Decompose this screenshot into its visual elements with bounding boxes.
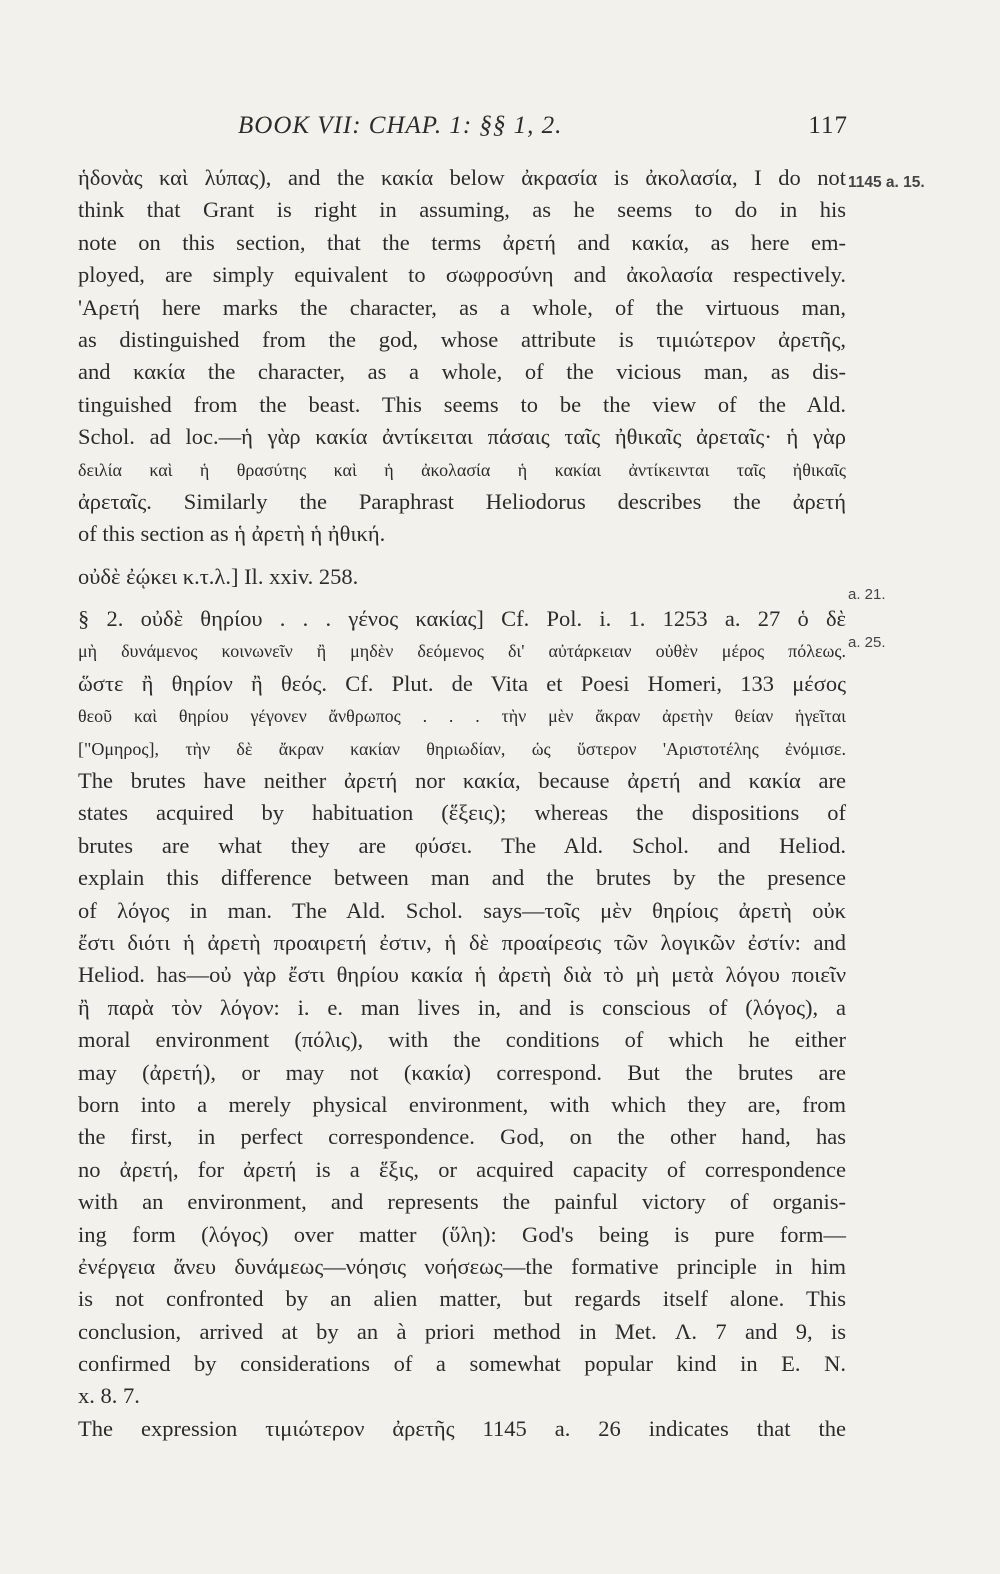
page-number: 117 — [808, 112, 848, 139]
text-line: The expression τιμιώτερον ἀρετῆς 1145 a. 26 indicates that the — [78, 1415, 846, 1441]
section-heading-line: § 2. οὐδὲ θηρίου . . . γένος κακίας] Cf. Pol. i. 1. 1253 a. 27 ὁ δὲ — [78, 606, 846, 632]
text-line: ployed, are simply equivalent to σωφροσύνη and ἀκολασία respectively. — [78, 262, 846, 288]
text-line: note on this section, that the terms ἀρετή and κακία, as here em- — [78, 229, 846, 255]
text-line: ἀρεταῖς. Similarly the Paraphrast Heliodorus describes the ἀρετή — [78, 488, 846, 514]
text-line: tinguished from the beast. This seems to be the view of the Ald. — [78, 391, 846, 417]
text-line: The brutes have neither ἀρετή nor κακία, because ἀρετή and κακία are — [78, 768, 846, 794]
margin-note: a. 25. — [848, 634, 886, 651]
margin-note: a. 21. — [848, 586, 886, 603]
running-head-title: BOOK VII: CHAP. 1: §§ 1, 2. — [238, 112, 563, 139]
text-line: the first, in perfect correspondence. God, on the other hand, has — [78, 1124, 846, 1150]
text-line: states acquired by habituation (ἕξεις); whereas the dispositions of — [78, 800, 846, 826]
running-head — [238, 112, 848, 140]
text-line: brutes are what they are φύσει. The Ald. Schol. and Heliod. — [78, 832, 846, 858]
text-line: is not confronted by an alien matter, but regards itself alone. This — [78, 1286, 846, 1312]
text-line: and κακία the character, as a whole, of the vicious man, as dis- — [78, 359, 846, 385]
text-line: conclusion, arrived at by an à priori method in Met. Λ. 7 and 9, is — [78, 1318, 846, 1344]
text-line: as distinguished from the god, whose attribute is τιμιώτερον ἀρετῆς, — [78, 326, 846, 352]
body-text — [78, 162, 846, 1445]
greek-quote-line: ["Ομηρος], τὴν δὲ ἄκραν κακίαν θηριωδίαν, ὡς ὕστερον 'Αριστοτέλης ἐνόμισε. — [78, 738, 846, 759]
greek-quote-line: θεοῦ καὶ θηρίου γέγονεν ἄνθρωπος . . . τὴν μὲν ἄκραν ἀρετὴν θείαν ἡγεῖται — [78, 706, 846, 727]
text-line: no ἀρετή, for ἀρετή is a ἕξις, or acquired capacity of correspondence — [78, 1156, 846, 1182]
lemma-line: οὐδὲ ἐῴκει κ.τ.λ.] Il. xxiv. 258. — [78, 563, 359, 589]
text-line: 'Αρετή here marks the character, as a whole, of the virtuous man, — [78, 294, 846, 320]
text-line: ἐνέργεια ἄνευ δυνάμεως—νόησις νοήσεως—the formative principle in him — [78, 1253, 846, 1279]
text-line: may (ἀρετή), or may not (κακία) correspond. But the brutes are — [78, 1059, 846, 1085]
text-line: ὥστε ἢ θηρίον ἢ θεός. Cf. Plut. de Vita et Poesi Homeri, 133 μέσος — [78, 670, 846, 696]
text-line: ἡδονὰς καὶ λύπας), and the κακία below ἀκρασία is ἀκολασία, I do not — [78, 165, 846, 190]
text-line: Schol. ad loc.—ἡ γὰρ κακία ἀντίκειται πάσαις ταῖς ἠθικαῖς ἀρεταῖς· ἡ γὰρ — [78, 424, 846, 450]
text-line: ing form (λόγος) over matter (ὕλη): God's being is pure form— — [78, 1221, 846, 1247]
text-line: δειλία καὶ ἡ θρασύτης καὶ ἡ ἀκολασία ἡ κακίαι ἀντίκεινται ταῖς ἠθικαῖς — [78, 459, 846, 480]
greek-quote-line: μὴ δυνάμενος κοινωνεῖν ἢ μηδὲν δεόμενος δι' αὐτάρκειαν οὐθὲν μέρος πόλεως. — [78, 641, 846, 662]
text-line: of this section as ἡ ἀρετὴ ἡ ἠθική. — [78, 521, 386, 547]
text-line: think that Grant is right in assuming, as he seems to do in his — [78, 197, 846, 223]
text-line: born into a merely physical environment, with which they are, from — [78, 1091, 846, 1117]
text-line: Heliod. has—οὐ γὰρ ἔστι θηρίου κακία ἡ ἀρετὴ διὰ τὸ μὴ μετὰ λόγου ποιεῖν — [78, 962, 846, 988]
margin-note: 1145 a. 15. — [848, 174, 925, 191]
text-line: confirmed by considerations of a somewhat popular kind in E. N. — [78, 1351, 846, 1377]
text-line: ἔστι διότι ἡ ἀρετὴ προαιρετή ἐστιν, ἡ δὲ προαίρεσις τῶν λογικῶν ἐστίν: and — [78, 929, 846, 955]
text-line: x. 8. 7. — [78, 1383, 140, 1409]
text-line: of λόγος in man. The Ald. Schol. says—τοῖς μὲν θηρίοις ἀρετὴ οὐκ — [78, 897, 846, 923]
text-line: ἢ παρὰ τὸν λόγον: i. e. man lives in, and is conscious of (λόγος), a — [78, 994, 846, 1020]
text-line: with an environment, and represents the painful victory of organis- — [78, 1189, 846, 1215]
text-line: moral environment (πόλις), with the conditions of which he either — [78, 1027, 846, 1053]
text-line: explain this difference between man and the brutes by the presence — [78, 865, 846, 891]
